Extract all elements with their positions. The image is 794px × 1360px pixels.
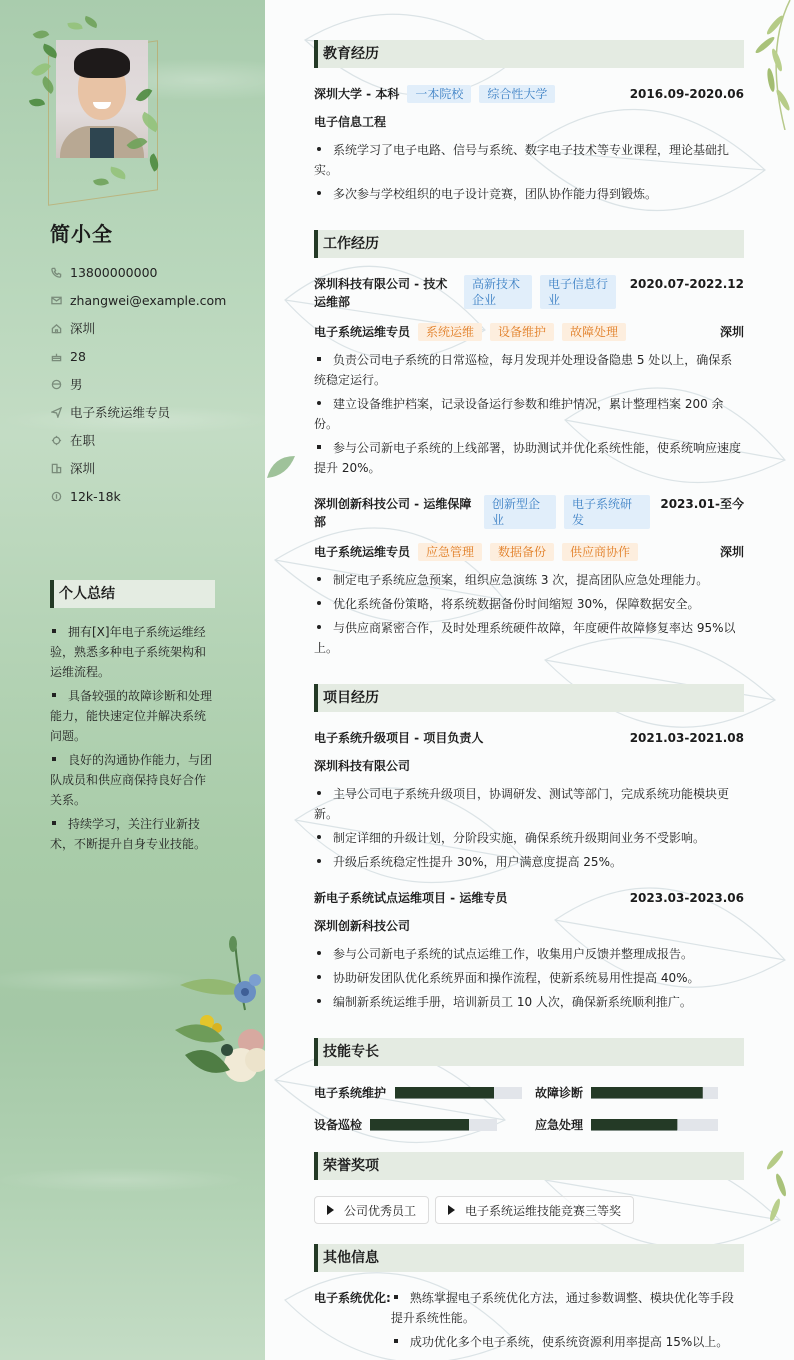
contact-salary	[50, 482, 250, 510]
other-section-title: 其他信息	[314, 1244, 744, 1272]
skill-tag: 应急管理	[418, 543, 482, 561]
company-tag: 电子信息行业	[540, 275, 616, 309]
skill-item	[314, 1116, 497, 1133]
detail-item: 升级后系统稳定性提升 30%，用户满意度提高 25%。	[314, 852, 744, 872]
job-role-row	[314, 323, 744, 341]
skill-tag: 系统运维	[418, 323, 482, 341]
contact-status	[50, 426, 250, 454]
location-value: 深圳	[70, 321, 96, 336]
company-name: 深圳科技有限公司 - 技术运维部	[314, 277, 448, 309]
education-details	[314, 140, 744, 208]
project-date: 2021.03-2021.08	[629, 731, 744, 745]
triangle-icon	[448, 1205, 455, 1215]
contact-gender	[50, 370, 250, 398]
skill-name: 设备巡检	[314, 1118, 363, 1132]
skill-bar	[395, 1087, 522, 1099]
award-item: 公司优秀员工	[314, 1196, 429, 1224]
company-name: 深圳创新科技公司 - 运维保障部	[314, 497, 472, 529]
gender-icon	[50, 378, 62, 390]
project-details	[314, 784, 744, 876]
city-value: 深圳	[70, 461, 96, 476]
salary-value: 12k-18k	[70, 488, 121, 504]
project-company: 深圳科技有限公司	[314, 759, 411, 773]
summary-item: 持续学习，关注行业新技术，不断提升自身专业技能。	[50, 817, 207, 851]
detail-item: 协助研发团队优化系统界面和操作流程，使新系统易用性提高 40%。	[314, 968, 744, 988]
skill-item	[535, 1084, 718, 1101]
job-details	[314, 570, 744, 662]
job-role-row	[314, 543, 744, 561]
other-info	[314, 1288, 744, 1356]
company-tag: 电子系统研发	[564, 495, 650, 529]
contact-position	[50, 398, 250, 426]
education-header	[314, 85, 744, 103]
job-date: 2023.01-至今	[660, 497, 744, 511]
skill-bar	[591, 1119, 718, 1131]
project-company: 深圳创新科技公司	[314, 919, 411, 933]
send-icon	[50, 406, 62, 418]
summary-list	[50, 622, 215, 858]
contact-age	[50, 342, 250, 370]
salary-icon	[50, 490, 62, 502]
job-city: 深圳	[719, 325, 744, 339]
skill-tag: 供应商协作	[562, 543, 638, 561]
education-date: 2016.09-2020.06	[629, 87, 744, 101]
education-section-title: 教育经历	[314, 40, 744, 68]
detail-item: 制定详细的升级计划，分阶段实施，确保系统升级期间业务不受影响。	[314, 828, 744, 848]
awards-list	[314, 1196, 634, 1224]
status-icon	[50, 434, 62, 446]
gender-value: 男	[70, 377, 83, 392]
skills-section-title: 技能专长	[314, 1038, 744, 1066]
status-value: 在职	[70, 433, 96, 448]
awards-section-title: 荣誉奖项	[314, 1152, 744, 1180]
work-section-title: 工作经历	[314, 230, 744, 258]
project-header	[314, 889, 744, 907]
cake-icon	[50, 350, 62, 362]
school-tag: 综合性大学	[479, 85, 555, 103]
detail-item: 与供应商紧密合作，及时处理系统硬件故障，年度硬件故障修复率达 95%以上。	[314, 621, 736, 655]
detail-item: 多次参与学校组织的电子设计竞赛，团队协作能力得到锻炼。	[314, 184, 744, 204]
job-header	[314, 275, 744, 311]
avatar	[28, 18, 163, 198]
school-name: 深圳大学 - 本科	[314, 87, 400, 101]
flower-decoration	[175, 930, 265, 1088]
contact-list	[50, 258, 250, 510]
detail-item: 系统学习了电子电路、信号与系统、数字电子技术等专业课程，理论基础扎实。	[314, 143, 730, 177]
contact-location	[50, 314, 250, 342]
skill-item	[314, 1084, 522, 1101]
detail-item: 建立设备维护档案，记录设备运行参数和维护情况，累计整理档案 200 余份。	[314, 397, 724, 431]
other-label: 电子系统优化:	[314, 1291, 391, 1305]
project-details	[314, 944, 744, 1016]
skill-tag: 数据备份	[490, 543, 554, 561]
home-icon	[50, 322, 62, 334]
email-value: zhangwei@example.com	[70, 292, 227, 308]
other-item: 成功优化多个电子系统，使系统资源利用率提高 15%以上。	[391, 1332, 744, 1352]
company-tag: 高新技术企业	[464, 275, 532, 309]
summary-item: 拥有[X]年电子系统运维经验，熟悉多种电子系统架构和运维流程。	[50, 625, 207, 679]
candidate-name: 简小全	[50, 222, 113, 246]
phone-value: 13800000000	[70, 264, 158, 280]
contact-city	[50, 454, 250, 482]
job-header	[314, 495, 744, 531]
detail-item: 主导公司电子系统升级项目，协调研发、测试等部门，完成系统功能模块更新。	[314, 787, 730, 821]
skill-bar	[591, 1087, 718, 1099]
detail-item: 参与公司新电子系统的试点运维工作，收集用户反馈并整理成报告。	[314, 944, 744, 964]
skill-item	[535, 1116, 718, 1133]
age-value: 28	[70, 348, 86, 364]
skill-name: 故障诊断	[535, 1086, 584, 1100]
sidebar	[0, 0, 265, 1360]
skill-bar	[370, 1119, 497, 1131]
job-date: 2020.07-2022.12	[629, 277, 744, 291]
skill-tag: 设备维护	[490, 323, 554, 341]
company-tag: 创新型企业	[484, 495, 556, 529]
detail-item: 优化系统备份策略，将系统数据备份时间缩短 30%，保障数据安全。	[314, 594, 744, 614]
skill-bar-fill	[395, 1087, 494, 1099]
skill-tag: 故障处理	[562, 323, 626, 341]
detail-item: 制定电子系统应急预案，组织应急演练 3 次，提高团队应急处理能力。	[314, 570, 744, 590]
detail-item: 负责公司电子系统的日常巡检，每月发现并处理设备隐患 5 处以上，确保系统稳定运行。	[314, 353, 733, 387]
projects-section-title: 项目经历	[314, 684, 744, 712]
job-role: 电子系统运维专员	[314, 325, 411, 339]
summary-item: 良好的沟通协作能力，与团队成员和供应商保持良好合作关系。	[50, 753, 213, 807]
skill-name: 应急处理	[535, 1118, 584, 1132]
job-role: 电子系统运维专员	[314, 545, 411, 559]
project-name: 新电子系统试点运维项目 - 运维专员	[314, 891, 508, 905]
project-name: 电子系统升级项目 - 项目负责人	[314, 731, 484, 745]
detail-item: 参与公司新电子系统的上线部署，协助测试并优化系统性能，使系统响应速度提升 20%。	[314, 441, 742, 475]
summary-title: 个人总结	[50, 580, 215, 608]
building-icon	[50, 462, 62, 474]
award-item: 电子系统运维技能竞赛三等奖	[435, 1196, 634, 1224]
other-item: 熟练掌握电子系统优化方法，通过参数调整、模块优化等手段提升系统性能。	[390, 1291, 734, 1325]
job-city: 深圳	[719, 545, 744, 559]
other-list	[391, 1288, 744, 1356]
job-details	[314, 350, 744, 482]
skill-bar-fill	[370, 1119, 469, 1131]
contact-phone	[50, 258, 250, 286]
major: 电子信息工程	[314, 115, 387, 129]
triangle-icon	[327, 1205, 334, 1215]
skill-bar-fill	[591, 1087, 703, 1099]
phone-icon	[50, 266, 62, 278]
detail-item: 编制新系统运维手册，培训新员工 10 人次，确保新系统顺利推广。	[314, 992, 744, 1012]
skill-bar-fill	[591, 1119, 677, 1131]
project-date: 2023.03-2023.06	[629, 891, 744, 905]
project-header	[314, 729, 744, 747]
mail-icon	[50, 294, 62, 306]
position-value: 电子系统运维专员	[70, 405, 171, 420]
school-tag: 一本院校	[407, 85, 471, 103]
summary-item: 具备较强的故障诊断和处理能力，能快速定位并解决系统问题。	[50, 689, 213, 743]
skill-name: 电子系统维护	[314, 1086, 387, 1100]
contact-email	[50, 286, 250, 314]
